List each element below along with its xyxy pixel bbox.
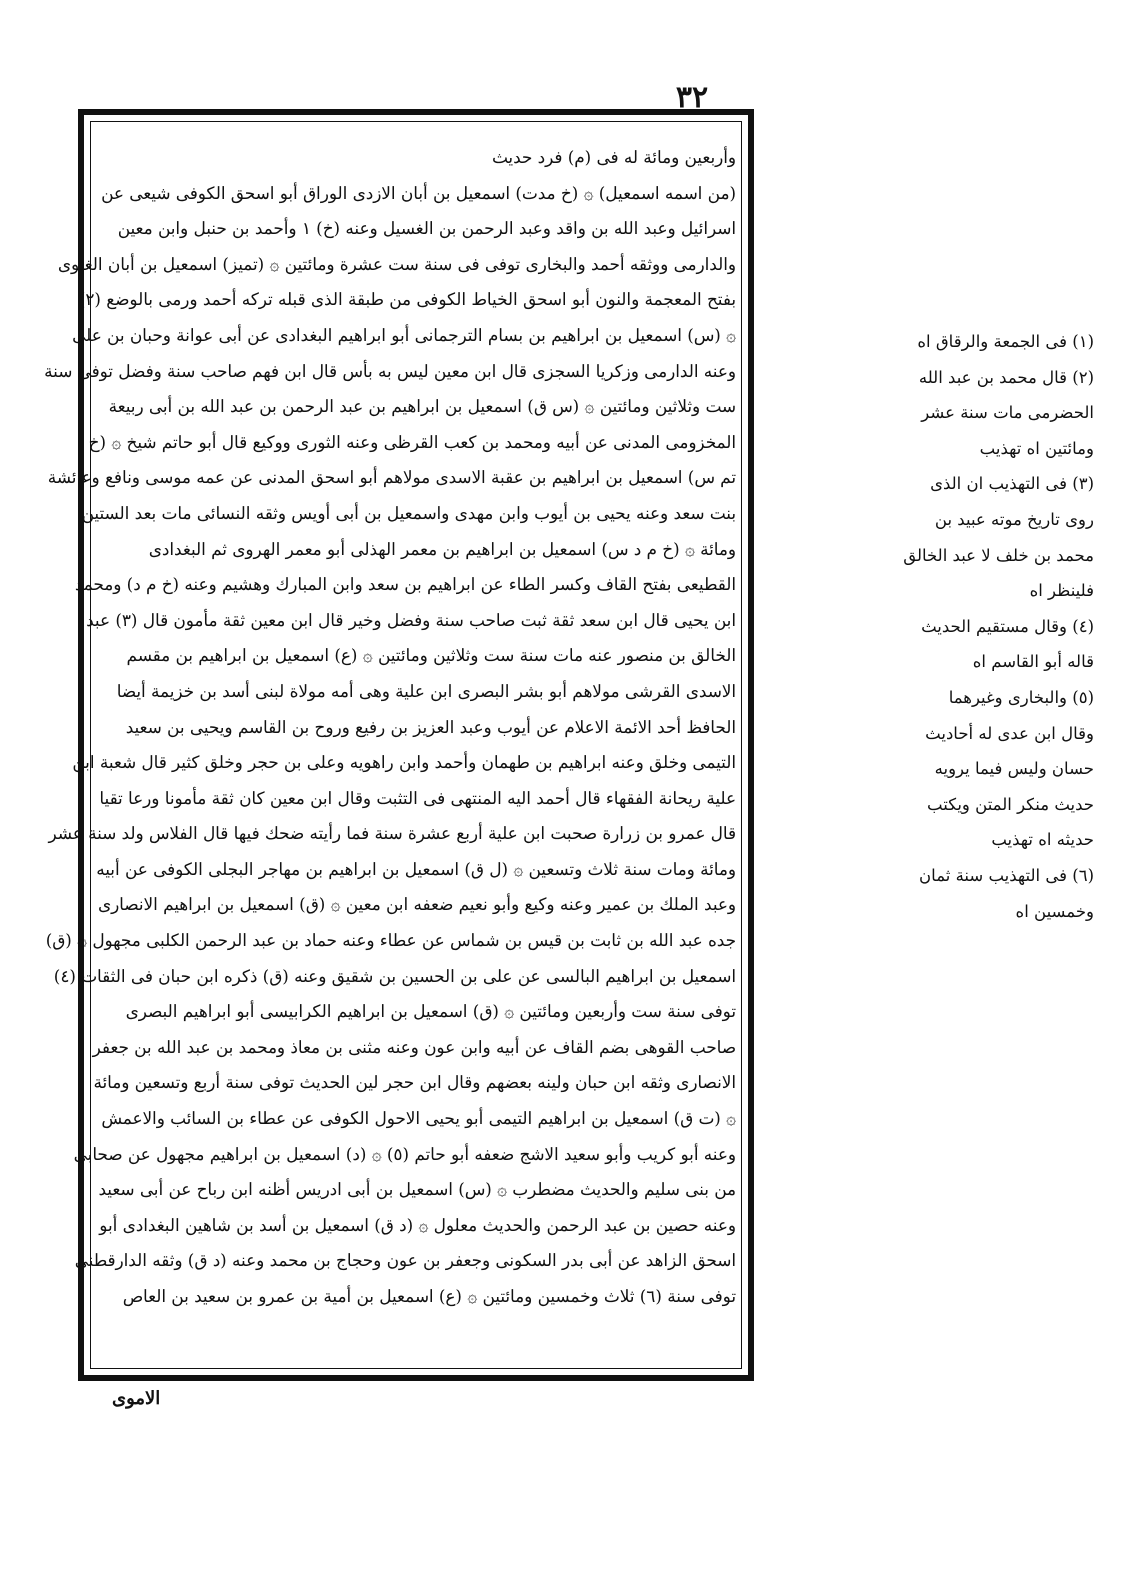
footnote-line: حديث منكر المتن ويكتب: [927, 794, 1094, 814]
footnote-line: وقال ابن عدى له أحاديث: [925, 723, 1094, 743]
text-line: ابن يحيى قال ابن سعد ثقة ثبت صاحب سنة وفضل وخير قال ابن معين ثقة مأمون قال (٣) عبد: [86, 609, 736, 630]
text-line: جده عبد الله بن ثابت بن قيس بن شماس عن عطاء وعنه حماد بن عبد الرحمن الكلبى مجهول ۞ (ق): [45, 930, 736, 951]
footnote-line: (١) فى الجمعة والرقاق اه: [917, 332, 1094, 351]
text-line: وعنه حصين بن عبد الرحمن والحديث معلول ۞ (د ق) اسمعيل بن أسد بن شاهين البغدادى أبو: [99, 1214, 736, 1235]
footnote-line: وخمسين اه: [1015, 901, 1094, 921]
text-line: الانصارى وثقه ابن حبان ولينه بعضهم وقال ابن حجر لين الحديث توفى سنة أربع وتسعين ومائة: [93, 1072, 736, 1093]
text-line: الخالق بن منصور عنه مات سنة ست وثلاثين ومائتين ۞ (ع) اسمعيل بن ابراهيم بن مقسم: [126, 645, 736, 666]
footnote-line: (٢) قال محمد بن عبد الله: [918, 367, 1094, 387]
text-line: ومائة ومات سنة ثلاث وتسعين ۞ (ل ق) اسمعيل بن ابراهيم بن مهاجر البجلى الكوفى عن أبيه: [96, 858, 736, 879]
text-line: اسمعيل بن ابراهيم البالسى عن على بن الحسين بن شقيق وعنه (ق) ذكره ابن حبان فى الثقات (٤): [53, 965, 736, 986]
main-text-block: [44, 140, 736, 1372]
text-line: بفتح المعجمة والنون أبو اسحق الخياط الكوفى من طبقة الذى قبله تركه أحمد ورمى بالوضع (٢): [78, 289, 736, 310]
footnote-line: (٥) والبخارى وغيرهما: [948, 687, 1094, 707]
text-line: ۞ (ت ق) اسمعيل بن ابراهيم التيمى أبو يحيى الاحول الكوفى عن عطاء بن السائب والاعمش: [101, 1108, 736, 1129]
footnote-line: الحضرمى مات سنة عشر: [921, 403, 1094, 423]
text-line: الاسدى القرشى مولاهم أبو بشر البصرى ابن علية وهى أمه مولاة لبنى أسد بن خزيمة أيضا: [116, 680, 736, 701]
footnote-line: حديثه اه تهذيب: [991, 830, 1094, 850]
text-line: وأربعين ومائة له فى (م) فرد حديث: [491, 147, 736, 167]
text-line: المخزومى المدنى عن أبيه ومحمد بن كعب القرظى وعنه الثورى ووكيع قال أبو حاتم شيخ ۞ (خ: [88, 431, 736, 452]
text-line: توفى سنة (٦) ثلاث وخمسين ومائتين ۞ (ع) اسمعيل بن أمية بن عمرو بن سعيد بن العاص: [122, 1286, 736, 1306]
text-line: ۞ (س) اسمعيل بن ابراهيم بن بسام الترجمانى أبو ابراهيم البغدادى عن أبى عوانة وحبان بن على: [72, 324, 736, 345]
footnote-line: محمد بن خلف لا عبد الخالق: [903, 545, 1094, 565]
text-line: والدارمى ووثقه أحمد والبخارى توفى فى سنة ست عشرة ومائتين ۞ (تميز) اسمعيل بن أبان الغنوى: [57, 253, 736, 274]
text-line: التيمى وخلق وعنه ابراهيم بن طهمان وأحمد وابن راهويه وعلى بن حجر وخلق كثير قال شعبة ابن: [72, 752, 736, 773]
text-line: قال عمرو بن زرارة صحبت ابن علية أربع عشرة سنة فما رأيته ضحك فيها قال الفلاس ولد سنة عشر: [48, 823, 736, 844]
text-line: علية ريحانة الفقهاء قال أحمد اليه المنتهى فى التثبت وقال ابن معين كان ثقة مأمونا ورعا تقيا: [99, 787, 736, 808]
footnote-line: (٣) فى التهذيب ان الذى: [930, 474, 1094, 494]
footnote-line: فلينظر اه: [1029, 581, 1094, 601]
text-line: الحافظ أحد الائمة الاعلام عن أيوب وعبد العزيز بن رفيع وروح بن القاسم ويحيى بن سعيد: [125, 716, 736, 737]
text-line: وعنه الدارمى وزكريا السجزى قال ابن معين ليس به بأس قال ابن فهم صاحب سنة وفضل توفى سنة: [44, 360, 736, 381]
footnote-line: قاله أبو القاسم اه: [972, 652, 1094, 672]
page-number: ٣٢: [675, 80, 709, 115]
footnote-line: (٦) فى التهذيب سنة ثمان: [919, 865, 1094, 885]
text-line: ست وثلاثين ومائتين ۞ (س ق) اسمعيل بن ابراهيم بن عبد الرحمن بن عبد الله بن أبى ربيعة: [108, 396, 736, 417]
footnote-line: حسان وليس فيما يرويه: [934, 759, 1094, 779]
marginal-notes: [764, 324, 1094, 929]
text-line: بنت سعد وعنه يحيى بن أيوب وابن مهدى واسمعيل بن أبى أويس وثقه النسائى مات بعد الستين: [81, 502, 736, 523]
text-line: وعنه أبو كريب وأبو سعيد الاشج ضعفه أبو حاتم (٥) ۞ (د) اسمعيل بن ابراهيم مجهول عن صحابى: [73, 1143, 736, 1164]
text-line: ومائة ۞ (خ م د س) اسمعيل بن ابراهيم بن معمر الهذلى أبو معمر الهروى ثم البغدادى: [148, 538, 736, 559]
footnote-line: (٤) وقال مستقيم الحديث: [921, 616, 1094, 636]
text-line: تم س) اسمعيل بن ابراهيم بن عقبة الاسدى مولاهم أبو اسحق المدنى عن عمه موسى ونافع وعائشة: [47, 467, 736, 488]
text-line: وعبد الملك بن عمير وعنه وكيع وأبو نعيم ضعفه ابن معين ۞ (ق) اسمعيل بن ابراهيم الانصارى: [97, 894, 736, 915]
text-line: (من اسمه اسمعيل) ۞ (خ مدت) اسمعيل بن أبان الازدى الوراق أبو اسحق الكوفى شيعى عن: [101, 182, 736, 203]
text-line: توفى سنة ست وأربعين ومائتين ۞ (ق) اسمعيل بن ابراهيم الكرابيسى أبو ابراهيم البصرى: [125, 1001, 736, 1022]
text-line: اسحق الزاهد عن أبى بدر السكونى وجعفر بن عون وحجاج بن محمد وعنه (د ق) وثقه الدارقطنى: [74, 1250, 736, 1271]
text-line: اسرائيل وعبد الله بن واقد وعبد الرحمن بن الغسيل وعنه (خ) ١ وأحمد بن حنبل وابن معين: [117, 218, 736, 239]
catchword: الاموى: [112, 1388, 161, 1409]
footnote-line: روى تاريخ موته عبيد بن: [934, 509, 1094, 529]
text-line: من بنى سليم والحديث مضطرب ۞ (س) اسمعيل بن أبى ادريس أظنه ابن رباح عن أبى سعيد: [98, 1179, 736, 1200]
text-line: صاحب القوهى بضم القاف عن أبيه وابن عون وعنه مثنى بن معاذ ومحمد بن عبد الله بن جعفر: [92, 1036, 736, 1057]
text-line: القطيعى بفتح القاف وكسر الطاء عن ابراهيم بن سعد وابن المبارك وهشيم وعنه (خ م د) ومحمد: [74, 574, 736, 595]
footnote-line: ومائتين اه تهذيب: [979, 438, 1094, 458]
